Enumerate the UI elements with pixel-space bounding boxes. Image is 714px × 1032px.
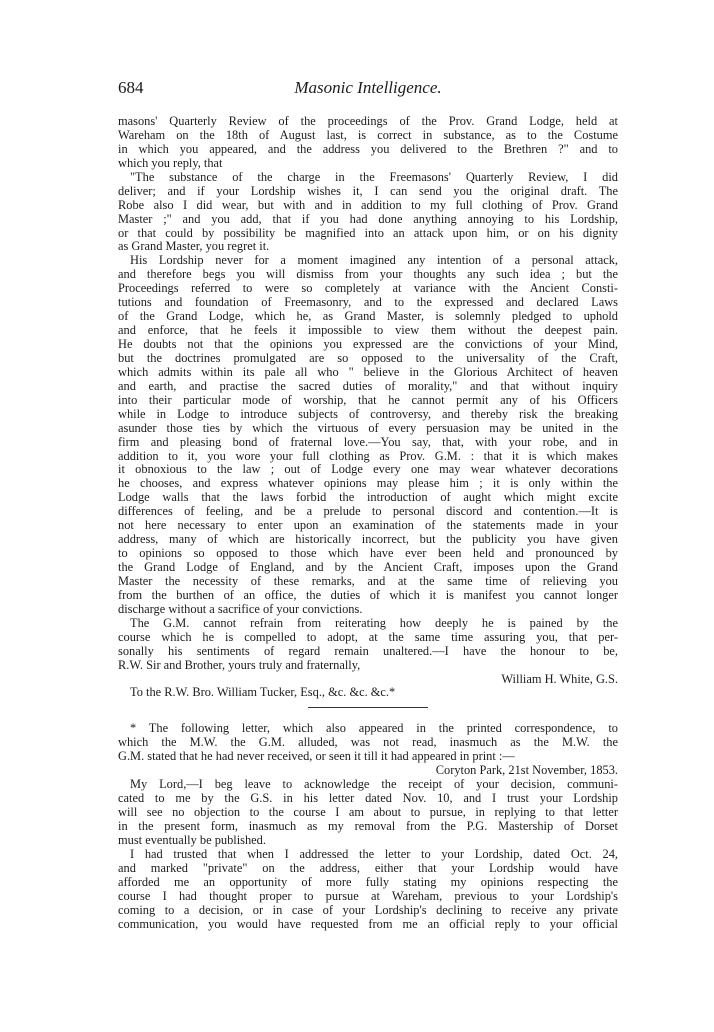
text-line: Master ;" and you add, that if you had done anything annoying to his Lordship,	[118, 212, 618, 226]
text-line: into their particular mode of worship, that he cannot permit any of his Officers	[118, 393, 618, 407]
addressee-line: To the R.W. Bro. William Tucker, Esq., &c. &c. &c.*	[130, 686, 396, 700]
footnote-line: must eventually be published.	[118, 833, 266, 847]
text-line: asunder those ties by which the virtuous of every persuasion may be united in the	[118, 421, 618, 435]
text-line: which you reply, that	[118, 156, 223, 170]
text-line: from the burthen of an office, the duties of which it is manifest you cannot longer	[118, 588, 618, 602]
text-line: His Lordship never for a moment imagined any intention of a personal attack,	[130, 254, 618, 268]
text-line: sonally his sentiments of regard remain unaltered.—I have the honour to be,	[118, 644, 618, 658]
page-header	[118, 78, 618, 102]
running-title: Masonic Intelligence.	[294, 78, 442, 97]
text-line: Proceedings referred to were so completely at variance with the Ancient Consti-	[118, 282, 618, 296]
text-line: Robe also I did wear, but with and in addition to my full clothing of Prov. Grand	[118, 198, 618, 212]
text-line: to opinions so opposed to those which have ever been held and pronounced by	[118, 547, 618, 561]
footnote-line: My Lord,—I beg leave to acknowledge the receipt of your decision, communi-	[130, 778, 618, 792]
text-line: and earth, and practise the sacred duties of morality," and that without inquiry	[118, 379, 618, 393]
text-line: and therefore begs you will dismiss from your thoughts any such idea ; but the	[118, 268, 618, 282]
footnote-line: in the present form, inasmuch as my removal from the P.G. Mastership of Dorset	[118, 819, 618, 833]
text-line: discharge without a sacrifice of your convictions.	[118, 602, 363, 616]
footnote-line: which the M.W. the G.M. alluded, was not read, inasmuch as the M.W. the	[118, 736, 618, 750]
text-line: Wareham on the 18th of August last, is correct in substance, as to the Costume	[118, 128, 618, 142]
text-line: it obnoxious to the law ; out of Lodge every one may wear whatever decorations	[118, 463, 618, 477]
text-line: Lodge walls that the laws forbid the introduction of aught which might excite	[118, 491, 618, 505]
text-line: not here necessary to enter upon an examination of the statements made in your	[118, 519, 618, 533]
signature-line: William H. White, G.S.	[501, 672, 618, 686]
text-line: of the Grand Lodge, which he, as Grand Master, is solemnly pledged to uphold	[118, 310, 618, 324]
body-text	[118, 115, 618, 931]
text-line: he chooses, and express whatever opinions may please him ; it is only within the	[118, 477, 618, 491]
footnote-line: * The following letter, which also appeared in the printed correspondence, to	[130, 722, 618, 736]
text-line: R.W. Sir and Brother, yours truly and fraternally,	[118, 658, 361, 672]
text-line: The G.M. cannot refrain from reiterating how deeply he is pained by the	[130, 616, 618, 630]
text-line: the Grand Lodge of England, and by the Ancient Craft, imposes upon the Grand	[118, 561, 618, 574]
text-line: address, many of which are historically incorrect, but the publicity you have given	[118, 533, 618, 547]
text-line: in which you appeared, and the address you delivered to the Brethren ?" and to	[118, 142, 618, 156]
footnote-line: I had trusted that when I addressed the letter to your Lordship, dated Oct. 24,	[130, 847, 618, 861]
footnote-line: course I had thought proper to pursue at Wareham, previous to your Lordship's	[118, 889, 618, 903]
footnote-line: communication, you would have requested from me an official reply to your official	[118, 917, 618, 931]
text-line: deliver; and if your Lordship wishes it, I can send you the original draft. The	[118, 184, 618, 198]
text-line: course which he is compelled to adopt, at the same time assuring you, that per-	[118, 630, 618, 644]
text-line: which admits within its pale all who " believe in the Glorious Architect of heaven	[118, 365, 618, 379]
section-divider	[308, 707, 428, 708]
footnote-line: coming to a decision, or in case of your Lordship's declining to receive any private	[118, 903, 618, 917]
text-line: masons' Quarterly Review of the proceedings of the Prov. Grand Lodge, held at	[118, 115, 618, 128]
text-line: Master the necessity of these remarks, and at the same time of relieving you	[118, 574, 618, 588]
footnote-line: and marked "private" on the address, either that your Lordship would have	[118, 861, 618, 875]
text-line: but the doctrines promulgated are so opposed to the universality of the Craft,	[118, 351, 618, 365]
text-line: firm and pleasing bond of fraternal love.—You say, that, with your robe, and in	[118, 435, 618, 449]
footnote-line: will see no objection to the course I am about to pursue, in replying to that letter	[118, 806, 618, 819]
page-number: 684	[118, 78, 144, 97]
text-line: tutions and foundation of Freemasonry, and to the expressed and declared Laws	[118, 296, 618, 310]
footnote-line: G.M. stated that he had never received, or seen it till it had appeared in print :—	[118, 750, 515, 764]
text-line: as Grand Master, you regret it.	[118, 240, 270, 254]
text-line: addition to it, you wore your full clothing as Prov. G.M. : that it is which makes	[118, 449, 618, 463]
letter-dateline: Coryton Park, 21st November, 1853.	[435, 764, 618, 778]
text-line: differences of feeling, and be a prelude to personal discord and contention.—It is	[118, 505, 618, 519]
text-line: or that could by possibility be magnified into an attack upon him, or on his dignity	[118, 226, 618, 240]
footnote-line: afforded me an opportunity of more fully stating my opinions respecting the	[118, 875, 618, 889]
footnote-line: cated to me by the G.S. in his letter dated Nov. 10, and I trust your Lordship	[118, 792, 618, 806]
text-line: "The substance of the charge in the Freemasons' Quarterly Review, I did	[130, 170, 618, 184]
text-line: while in Lodge to introduce subjects of controversy, and thereby risk the breaking	[118, 407, 618, 421]
text-line: He doubts not that the opinions you expressed are the convictions of your Mind,	[118, 338, 618, 351]
text-line: and enforce, that he feels it impossible to view them without the deepest pain.	[118, 324, 618, 338]
